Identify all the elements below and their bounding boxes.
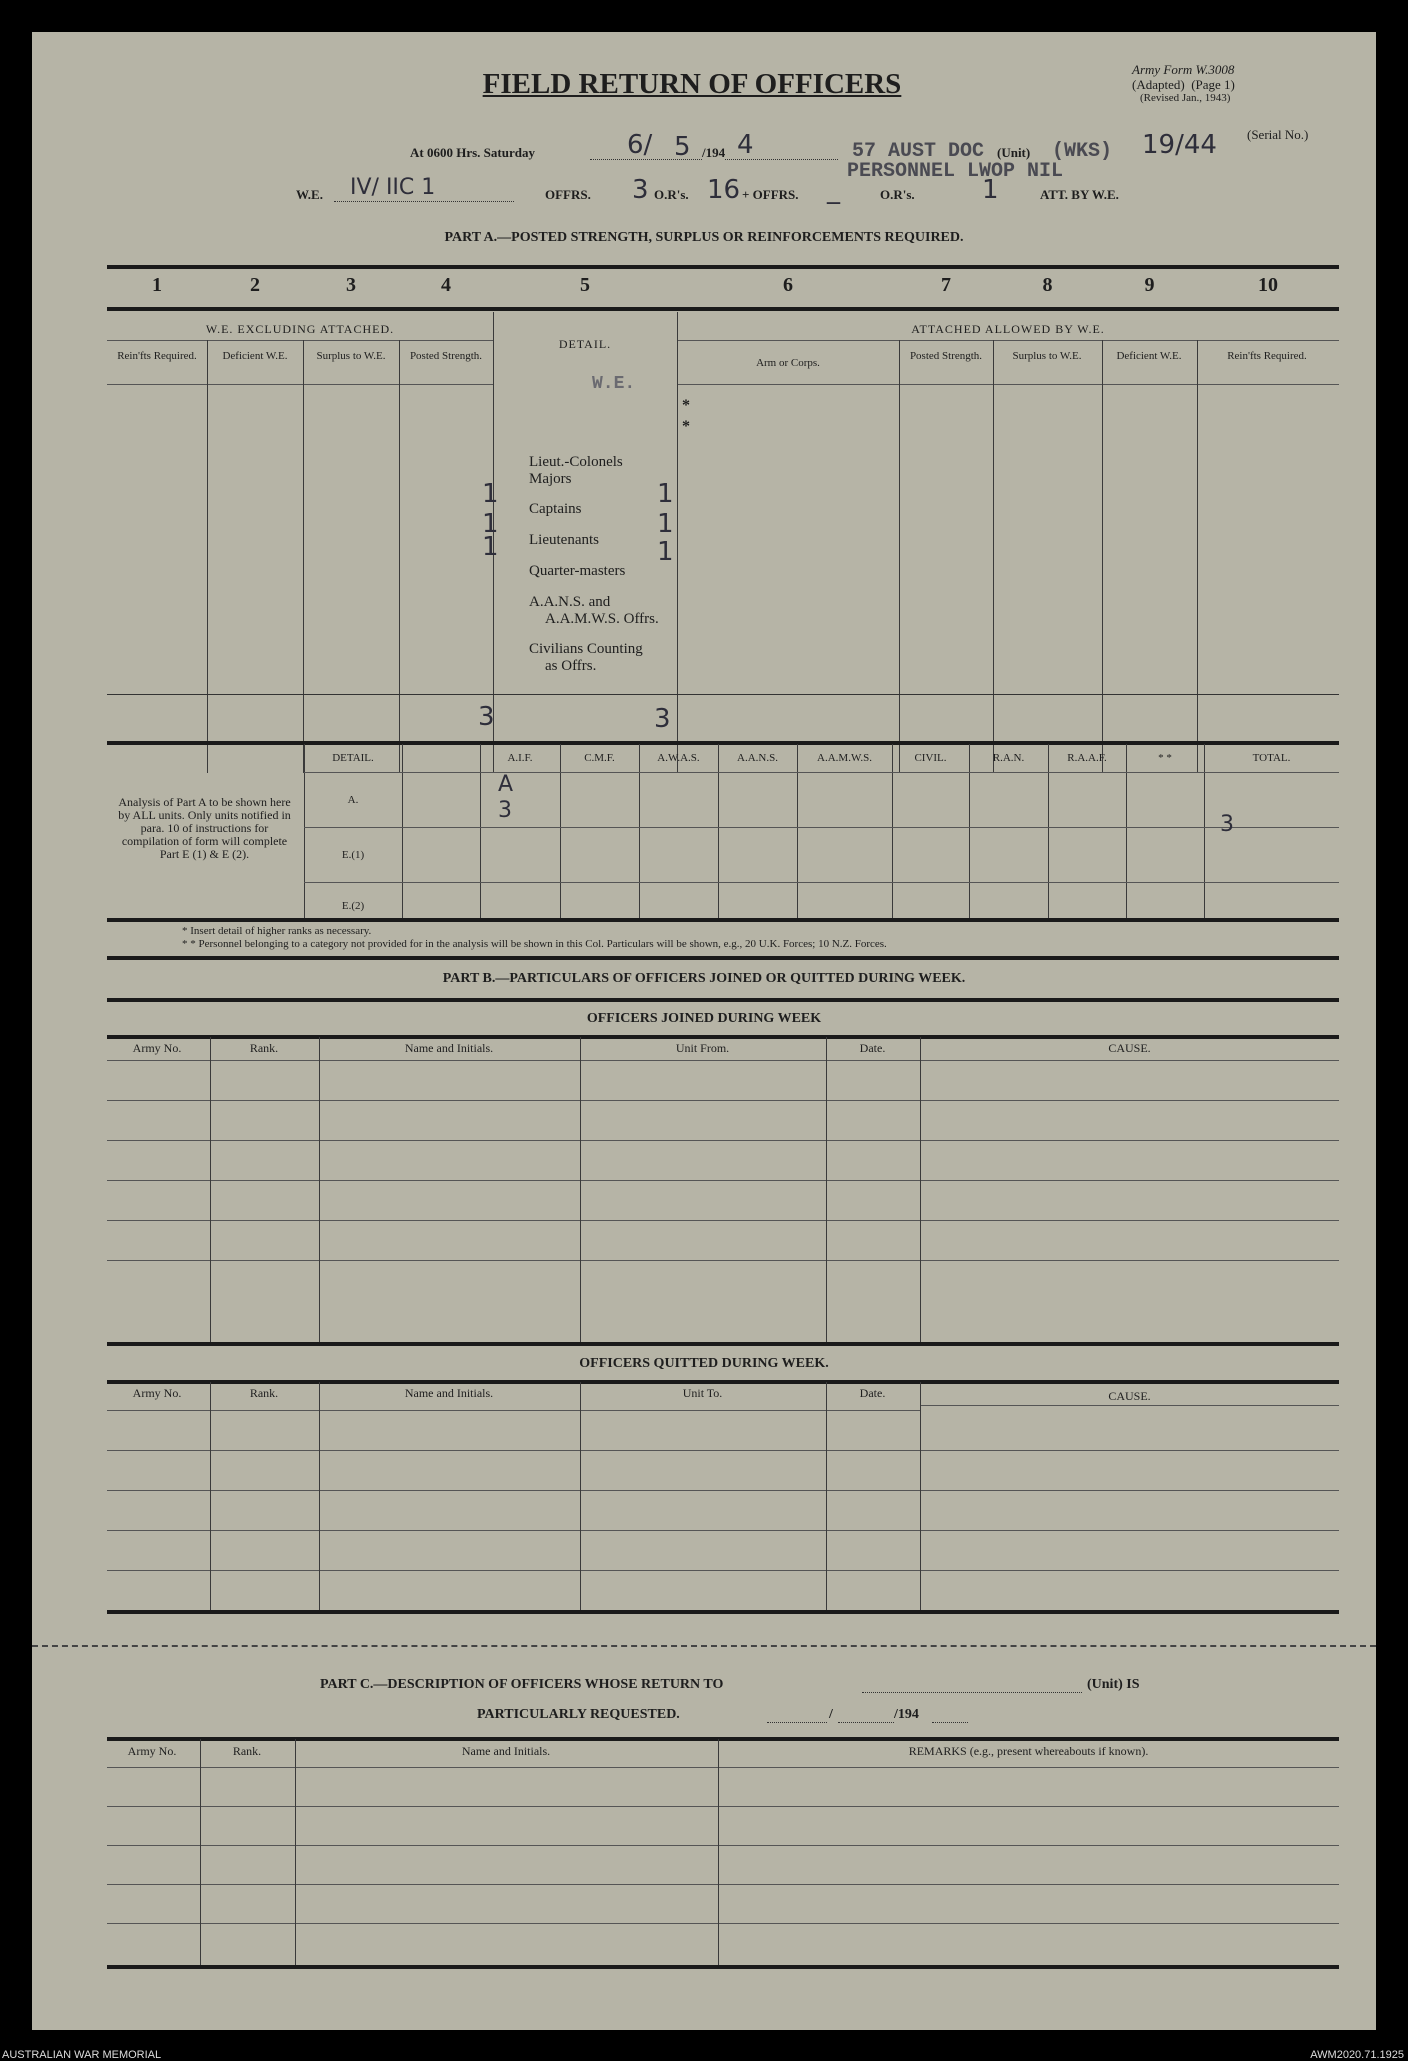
quitted-col-cause: CAUSE. bbox=[1108, 1389, 1151, 1403]
rule bbox=[107, 1737, 1339, 1741]
part-a-bottom-rule bbox=[107, 741, 1339, 745]
offrs-label: OFFRS. bbox=[545, 187, 591, 202]
revised-label: (Revised Jan., 1943) bbox=[1140, 92, 1231, 104]
rule bbox=[107, 340, 493, 341]
grid-line bbox=[210, 1037, 211, 1345]
grid-line bbox=[993, 340, 994, 773]
right-col-reinfts: Rein'fts Required. bbox=[1227, 350, 1307, 362]
grid-line bbox=[580, 1382, 581, 1612]
col-number-2: 2 bbox=[250, 274, 260, 296]
grid-line bbox=[718, 744, 719, 919]
part-c-unit-line bbox=[862, 1692, 1082, 1693]
right-col-surplus: Surplus to W.E. bbox=[1012, 350, 1082, 362]
we-line bbox=[334, 201, 514, 202]
serial-label: (Serial No.) bbox=[1247, 127, 1309, 142]
grid-line bbox=[639, 744, 640, 919]
grid-line bbox=[480, 744, 481, 919]
grid-line bbox=[304, 744, 305, 919]
analysis-h-cmf: C.M.F. bbox=[584, 752, 615, 764]
plus-offrs-value: _ bbox=[827, 175, 840, 205]
rank-aans: A.A.N.S. and bbox=[529, 594, 611, 610]
joined-title: OFFICERS JOINED DURING WEEK bbox=[586, 1011, 822, 1026]
joined-col-army-no: Army No. bbox=[132, 1041, 182, 1055]
tear-line bbox=[32, 1645, 1376, 1647]
ors2-value: 1 bbox=[982, 175, 999, 205]
rule bbox=[304, 827, 1339, 828]
grid-line bbox=[200, 1739, 201, 1967]
part-c-col-army-no: Army No. bbox=[127, 1744, 177, 1758]
col-number-10: 10 bbox=[1258, 274, 1278, 296]
we-lieutenants: 1 bbox=[657, 537, 674, 567]
grid-line bbox=[1048, 744, 1049, 919]
grid-line bbox=[797, 744, 798, 919]
we-label: W.E. bbox=[296, 187, 323, 202]
date-year-prefix: /194 bbox=[702, 145, 726, 160]
footer-right: AWM2020.71.1925 bbox=[1310, 2049, 1404, 2061]
col-number-1: 1 bbox=[152, 274, 162, 296]
rule bbox=[107, 384, 493, 385]
grid-line bbox=[1102, 340, 1103, 773]
quitted-title: OFFICERS QUITTED DURING WEEK. bbox=[579, 1356, 829, 1371]
grid-line bbox=[295, 1739, 296, 1967]
unit-typed-2: (WKS) bbox=[1052, 140, 1113, 163]
grid-line bbox=[920, 1037, 921, 1345]
joined-col-name: Name and Initials. bbox=[404, 1041, 494, 1055]
rule bbox=[107, 1380, 1339, 1384]
quitted-col-name: Name and Initials. bbox=[404, 1386, 494, 1400]
left-col-reinfts: Rein'fts Required. bbox=[117, 350, 197, 362]
we-typed: W.E. bbox=[592, 374, 636, 394]
part-c-year-line bbox=[932, 1722, 968, 1723]
part-c-line1-a: PART C.—DESCRIPTION OF OFFICERS WHOSE RETURN TO bbox=[320, 1677, 724, 1692]
rule bbox=[107, 1060, 1339, 1061]
personnel-typed: PERSONNEL LWOP NIL bbox=[847, 160, 1064, 183]
rule bbox=[677, 340, 1339, 341]
grid-line bbox=[319, 1037, 320, 1345]
grid-line bbox=[210, 1382, 211, 1612]
adapted-label: (Adapted) bbox=[1132, 77, 1185, 92]
rank-as-offrs: as Offrs. bbox=[545, 658, 597, 674]
posted-majors: 1 bbox=[482, 479, 499, 509]
rule bbox=[107, 1100, 1339, 1101]
rule bbox=[304, 772, 1339, 773]
analysis-row-e1: E.(1) bbox=[341, 849, 365, 861]
rank-quarter-masters: Quarter-masters bbox=[529, 563, 626, 579]
part-c-day-line bbox=[767, 1722, 827, 1723]
footnote-2: * * Personnel belonging to a category not provided for in the analysis will be shown in this Col. Particulars will be shown, e.g., 20 U.K. Forces; 10 N.Z. Forces. bbox=[182, 938, 887, 950]
right-col-deficient: Deficient W.E. bbox=[1116, 350, 1182, 362]
rule bbox=[107, 1530, 1339, 1531]
rule bbox=[677, 384, 1339, 385]
rule bbox=[304, 882, 1339, 883]
quitted-col-unit-to: Unit To. bbox=[682, 1386, 723, 1400]
part-c-month-line bbox=[838, 1722, 894, 1723]
col-number-4: 4 bbox=[441, 274, 451, 296]
rule bbox=[107, 1923, 1339, 1924]
rank-lieutenants: Lieutenants bbox=[529, 532, 599, 548]
col-number-6: 6 bbox=[783, 274, 793, 296]
part-a-heading: PART A.—POSTED STRENGTH, SURPLUS OR REINFORCEMENTS REQUIRED. bbox=[444, 230, 964, 245]
analysis-note: Analysis of Part A to be shown here by ALL units. Only units notified in para. 10 of instructions for compilation of form will complete Part E (1) & E (2). bbox=[118, 795, 291, 861]
posted-total: 3 bbox=[478, 702, 495, 732]
grid-line bbox=[677, 312, 678, 773]
quitted-col-date: Date. bbox=[859, 1386, 886, 1400]
analysis-bottom-rule bbox=[107, 918, 1339, 922]
analysis-h-aif: A.I.F. bbox=[507, 752, 533, 764]
col-number-3: 3 bbox=[346, 274, 356, 296]
col-number-8: 8 bbox=[1042, 274, 1053, 296]
analysis-total-value: 3 bbox=[1220, 812, 1234, 837]
joined-col-date: Date. bbox=[859, 1041, 886, 1055]
grid-line bbox=[207, 340, 208, 773]
ors-value: 16 bbox=[707, 175, 741, 205]
rule bbox=[107, 1035, 1339, 1039]
rank-majors: Majors bbox=[529, 471, 572, 487]
at-hours-label: At 0600 Hrs. Saturday bbox=[410, 145, 535, 160]
form-paper bbox=[32, 32, 1376, 2030]
col-number-7: 7 bbox=[941, 274, 951, 296]
grid-line bbox=[899, 340, 900, 773]
rule bbox=[107, 1845, 1339, 1846]
grid-line bbox=[892, 744, 893, 919]
analysis-h-awas: A.W.A.S. bbox=[657, 752, 700, 764]
rule bbox=[107, 1410, 920, 1411]
right-col-arm: Arm or Corps. bbox=[756, 357, 820, 369]
analysis-h-stars: * * bbox=[1158, 752, 1172, 764]
rule bbox=[107, 1450, 1339, 1451]
totals-rule bbox=[107, 694, 1339, 695]
serial-value: 19/44 bbox=[1142, 130, 1217, 160]
grid-line bbox=[399, 340, 400, 773]
rule bbox=[107, 1570, 1339, 1571]
grid-line bbox=[920, 1382, 921, 1612]
right-col-posted: Posted Strength. bbox=[909, 350, 983, 362]
rank-list bbox=[529, 454, 677, 675]
army-form-label: Army Form W.3008 bbox=[1132, 62, 1235, 77]
rank-aamws: A.A.M.W.S. Offrs. bbox=[545, 611, 659, 627]
col-number-9: 9 bbox=[1144, 274, 1155, 296]
ors-label: O.R's. bbox=[654, 187, 689, 202]
rule bbox=[107, 1180, 1339, 1181]
part-c-col-name: Name and Initials. bbox=[461, 1744, 551, 1758]
grid-line bbox=[1126, 744, 1127, 919]
attached-allowed-label: ATTACHED ALLOWED BY W.E. bbox=[911, 322, 1105, 336]
rule bbox=[107, 1884, 1339, 1885]
joined-col-cause: CAUSE. bbox=[1108, 1041, 1151, 1055]
quitted-col-army-no: Army No. bbox=[132, 1386, 182, 1400]
analysis-h-total: TOTAL. bbox=[1252, 752, 1291, 764]
rule bbox=[107, 1220, 1339, 1221]
grid-line bbox=[1204, 744, 1205, 919]
analysis-aif-value-1: A bbox=[498, 772, 514, 797]
analysis-h-aamws: A.A.M.W.S. bbox=[817, 752, 872, 764]
part-c-col-rank: Rank. bbox=[232, 1744, 262, 1758]
analysis-h-civil: CIVIL. bbox=[914, 752, 947, 764]
grid-line bbox=[826, 1382, 827, 1612]
posted-lieutenants: 1 bbox=[482, 532, 499, 562]
rule bbox=[107, 1767, 1339, 1768]
page-label: (Page 1) bbox=[1191, 77, 1235, 92]
rank-captains: Captains bbox=[529, 501, 582, 517]
att-by-we-label: ATT. BY W.E. bbox=[1040, 187, 1119, 202]
analysis-row-a: A. bbox=[347, 794, 359, 806]
part-a-number-rule bbox=[107, 307, 1339, 311]
rule bbox=[107, 1490, 1339, 1491]
we-captains: 1 bbox=[657, 509, 674, 539]
left-col-posted: Posted Strength. bbox=[409, 350, 483, 362]
plus-offrs-label: + OFFRS. bbox=[742, 187, 799, 202]
star-1: * bbox=[682, 397, 690, 414]
rule bbox=[107, 998, 1339, 1002]
analysis-row-e2: E.(2) bbox=[341, 900, 365, 912]
we-excluding-label: W.E. EXCLUDING ATTACHED. bbox=[205, 322, 395, 336]
rule bbox=[107, 1342, 1339, 1346]
we-majors: 1 bbox=[657, 479, 674, 509]
grid-line bbox=[580, 1037, 581, 1345]
rank-civilians: Civilians Counting bbox=[529, 641, 643, 657]
joined-col-unit-from: Unit From. bbox=[675, 1041, 730, 1055]
grid-line bbox=[718, 1739, 719, 1967]
analysis-h-ran: R.A.N. bbox=[992, 752, 1025, 764]
grid-line bbox=[303, 340, 304, 773]
rule bbox=[920, 1405, 1339, 1406]
date-day: 6/ bbox=[627, 130, 653, 160]
unit-typed: 57 AUST DOC bbox=[852, 140, 985, 163]
rule bbox=[107, 1965, 1339, 1969]
date-month: 5 bbox=[674, 132, 691, 162]
rule bbox=[107, 1610, 1339, 1614]
left-col-surplus: Surplus to W.E. bbox=[316, 350, 386, 362]
part-b-heading: PART B.—PARTICULARS OF OFFICERS JOINED OR QUITTED DURING WEEK. bbox=[442, 971, 966, 986]
left-col-deficient: Deficient W.E. bbox=[222, 350, 288, 362]
part-a-top-rule bbox=[107, 265, 1339, 269]
grid-line bbox=[969, 744, 970, 919]
star-2: * bbox=[682, 418, 690, 435]
analysis-h-detail: DETAIL. bbox=[332, 752, 374, 764]
form-title: FIELD RETURN OF OFFICERS bbox=[482, 68, 902, 100]
date-year-suffix: 4 bbox=[737, 130, 754, 160]
army-form-block bbox=[1132, 62, 1332, 104]
part-c-line2-b: / bbox=[829, 1707, 833, 1722]
footnote-1: * Insert detail of higher ranks as necessary. bbox=[182, 925, 372, 937]
quitted-col-rank: Rank. bbox=[249, 1386, 279, 1400]
grid-line bbox=[319, 1382, 320, 1612]
we-total: 3 bbox=[654, 704, 671, 734]
rule bbox=[107, 1140, 1339, 1141]
rule bbox=[107, 1260, 1339, 1261]
part-c-line1-b: (Unit) IS bbox=[1087, 1677, 1140, 1692]
analysis-h-aans: A.A.N.S. bbox=[737, 752, 778, 764]
part-c-col-remarks: REMARKS (e.g., present whereabouts if known). bbox=[908, 1744, 1149, 1758]
posted-captains: 1 bbox=[482, 509, 499, 539]
grid-line bbox=[1197, 340, 1198, 773]
grid-line bbox=[402, 744, 403, 919]
detail-label: DETAIL. bbox=[558, 337, 612, 351]
part-c-line2-c: /194 bbox=[894, 1707, 919, 1722]
footer-left: AUSTRALIAN WAR MEMORIAL bbox=[2, 2049, 162, 2061]
offrs-value: 3 bbox=[632, 175, 649, 205]
analysis-h-raaf: R.A.A.F. bbox=[1067, 752, 1107, 764]
joined-col-rank: Rank. bbox=[249, 1041, 279, 1055]
rule bbox=[107, 956, 1339, 960]
grid-line bbox=[826, 1037, 827, 1345]
analysis-aif-value-2: 3 bbox=[498, 798, 512, 823]
col-number-5: 5 bbox=[580, 274, 590, 296]
unit-label: (Unit) bbox=[997, 145, 1031, 160]
rank-lt-colonels: Lieut.-Colonels bbox=[529, 454, 623, 470]
part-c-line2-a: PARTICULARLY REQUESTED. bbox=[477, 1707, 680, 1722]
rule bbox=[107, 1806, 1339, 1807]
we-value: IV/ IIC 1 bbox=[350, 175, 436, 200]
grid-line bbox=[560, 744, 561, 919]
ors2-label: O.R's. bbox=[880, 187, 915, 202]
